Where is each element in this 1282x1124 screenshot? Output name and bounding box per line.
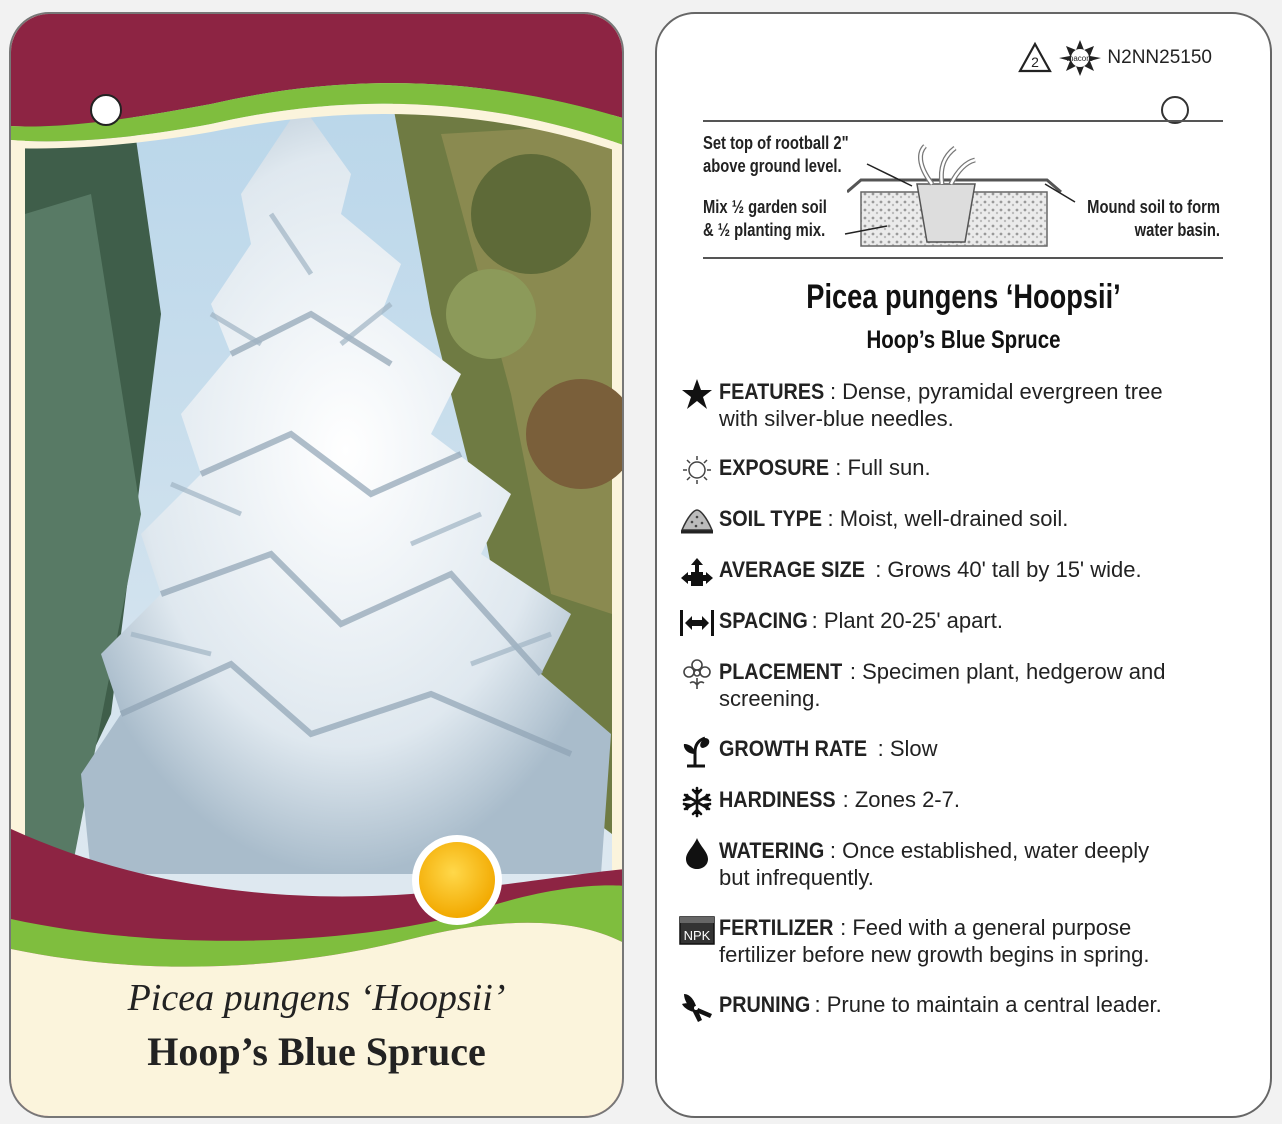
info-exposure: EXPOSURE : Full sun. [677, 454, 1257, 486]
front-latin-name: Picea pungens ‘Hoopsii’ [127, 977, 506, 1019]
plant-tag-back [655, 12, 1272, 1118]
size-arrows-icon [679, 556, 715, 588]
spruce-photo [25, 84, 624, 914]
info-soil-type: SOIL TYPE : Moist, well-drained soil. [677, 505, 1257, 537]
info-placement: PLACEMENT : Specimen plant, hedgerow and screening. [677, 658, 1257, 712]
front-common-name: Hoop’s Blue Spruce [147, 1029, 486, 1074]
diagram-label-rootball: Set top of rootball 2" above ground level. [703, 133, 849, 176]
soil-pile-icon [680, 506, 714, 536]
recycle-triangle-icon [1017, 41, 1053, 75]
info-fertilizer: NPK FERTILIZER : Feed with a general purpose fertilizer before new growth begins in spring. [677, 914, 1257, 968]
info-watering: WATERING : Once established, water deeply but infrequently. [677, 837, 1257, 891]
hang-hole [91, 95, 121, 125]
sun-icon [681, 454, 713, 486]
planting-diagram [847, 144, 1067, 254]
snowflake-icon [681, 786, 713, 818]
placement-plant-icon [680, 657, 714, 691]
spacing-arrows-icon [679, 607, 715, 639]
info-hardiness: HARDINESS : Zones 2-7. [677, 786, 1257, 818]
macore-logo [1057, 38, 1103, 78]
recycle-code: 2 [1031, 54, 1040, 70]
info-features: FEATURES : Dense, pyramidal evergreen tree with silver-blue needles. [677, 378, 1257, 432]
water-drop-icon [684, 836, 710, 870]
sprout-icon [681, 734, 713, 768]
diagram-label-soil-mix: Mix ½ garden soil & ½ planting mix. [703, 197, 827, 240]
info-average-size: AVERAGE SIZE : Grows 40' tall by 15' wide. [677, 556, 1257, 588]
back-common-name: Hoop’s Blue Spruce [866, 326, 1061, 354]
star-icon [681, 378, 713, 410]
diagram-top-rule [703, 120, 1223, 122]
pruning-shears-icon [680, 990, 714, 1024]
info-pruning: PRUNING : Prune to maintain a central leader. [677, 991, 1257, 1023]
info-growth-rate: GROWTH RATE : Slow [677, 735, 1257, 767]
npk-icon-text: NPK [683, 928, 711, 943]
full-sun-icon [412, 835, 502, 925]
diagram-bottom-rule [703, 257, 1223, 259]
plant-tag-front [9, 12, 624, 1118]
npk-icon [679, 914, 715, 946]
item-code: N2NN25150 [1107, 47, 1212, 68]
svg-text:macore: macore [1067, 54, 1094, 63]
info-spacing: SPACING : Plant 20-25' apart. [677, 607, 1257, 639]
back-latin-name: Picea pungens ‘Hoopsii’ [806, 278, 1121, 316]
diagram-label-mound: Mound soil to form water basin. [1087, 197, 1220, 240]
tag-codes [1017, 38, 1212, 78]
tag-front-artwork [11, 14, 624, 1118]
